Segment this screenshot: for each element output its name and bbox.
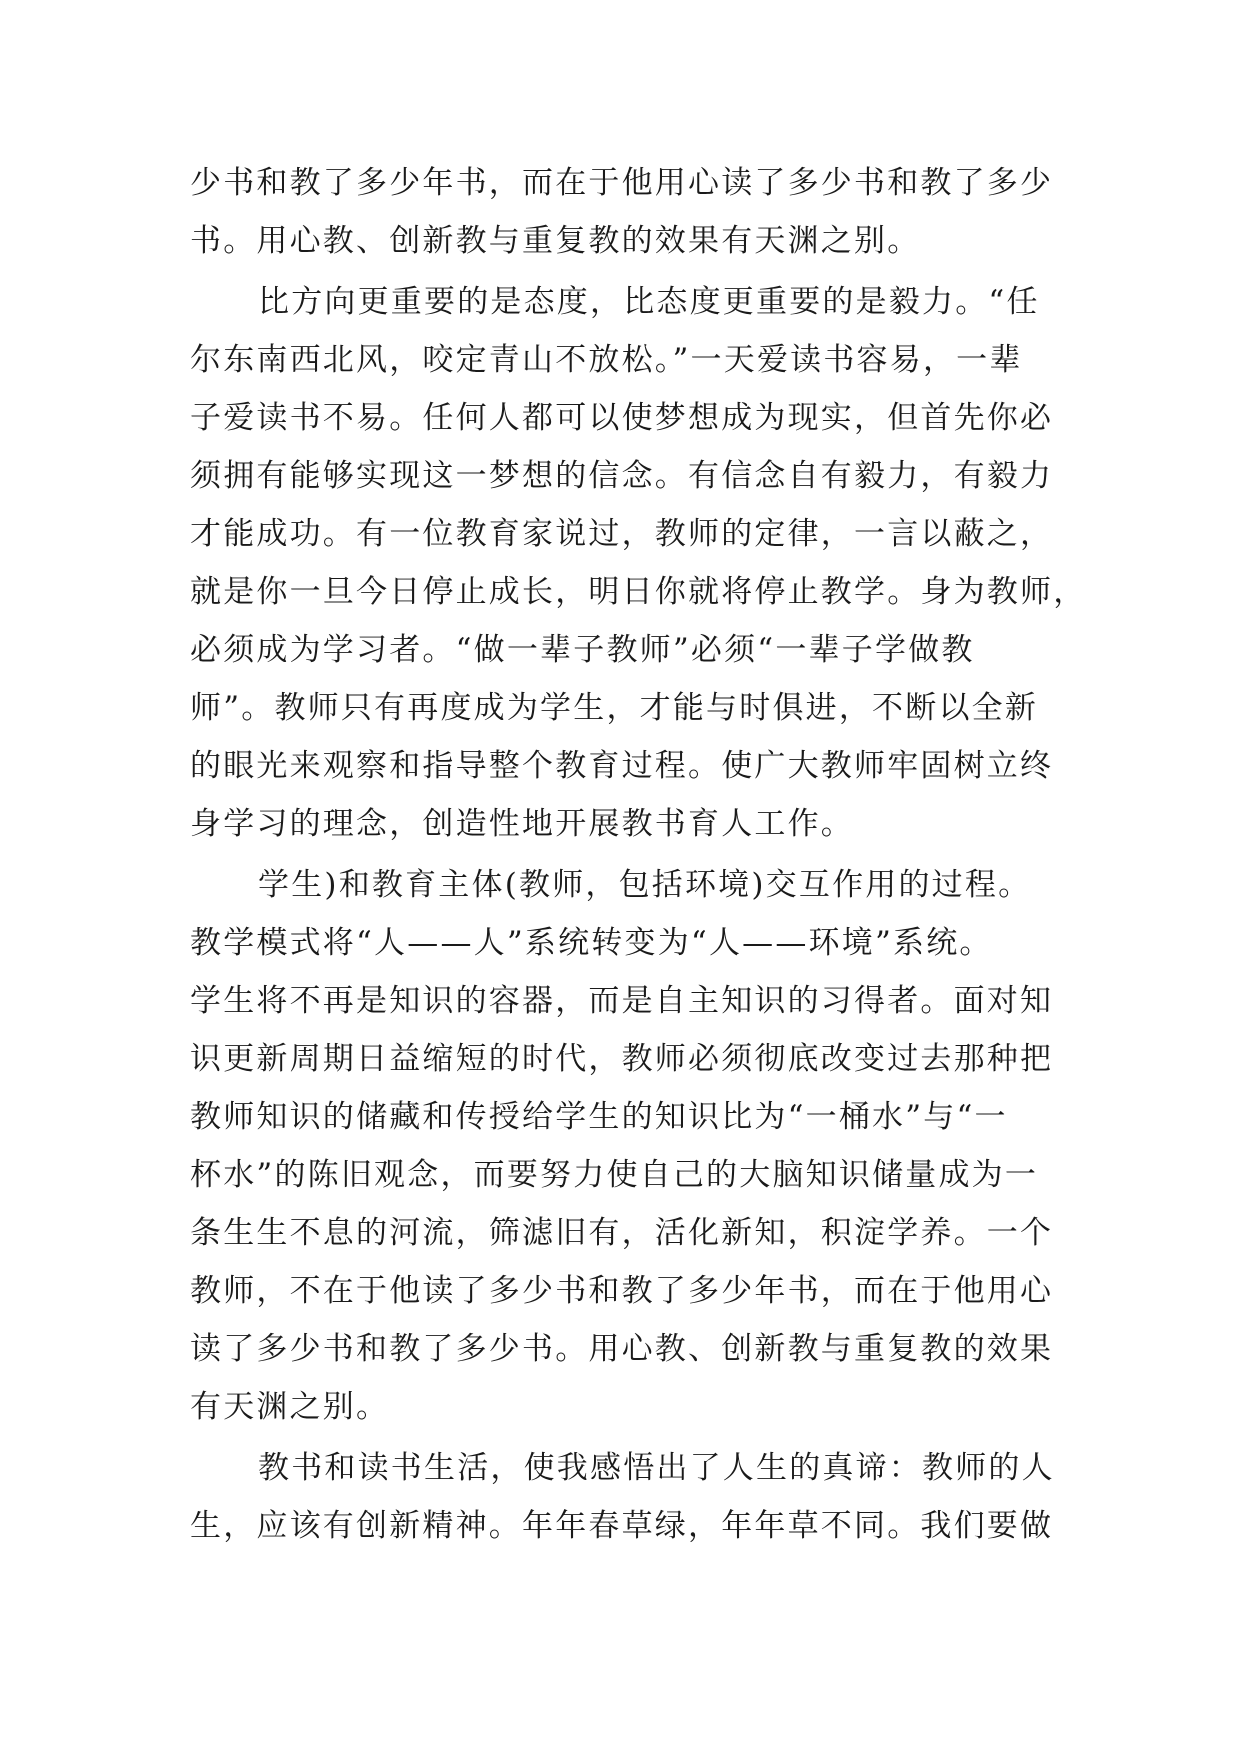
paragraph-1 bbox=[190, 154, 1070, 270]
text-line: 教书和读书生活，使我感悟出了人生的真谛：教师的人 bbox=[258, 1450, 1055, 1486]
text-line: 教学模式将“人——人”系统转变为“人——环境”系统。 bbox=[190, 925, 993, 961]
text-line: 生，应该有创新精神。年年春草绿，年年草不同。我们要做 bbox=[190, 1508, 1054, 1544]
paragraph-2 bbox=[190, 273, 1087, 853]
paragraph-4 bbox=[190, 1439, 1070, 1555]
text-line: 师”。教师只有再度成为学生，才能与时俱进，不断以全新 bbox=[190, 690, 1039, 726]
text-line: 须拥有能够实现这一梦想的信念。有信念自有毅力，有毅力 bbox=[190, 458, 1054, 494]
text-line: 杯水”的陈旧观念，而要努力使自己的大脑知识储量成为一 bbox=[190, 1157, 1039, 1193]
text-line: 才能成功。有一位教育家说过，教师的定律，一言以蔽之， bbox=[190, 516, 1054, 552]
text-line: 条生生不息的河流，筛滤旧有，活化新知，积淀学养。一个 bbox=[190, 1215, 1054, 1251]
text-line: 学生)和教育主体(教师，包括环境)交互作用的过程。 bbox=[258, 867, 1032, 903]
text-line: 有天渊之别。 bbox=[190, 1389, 390, 1425]
text-line: 少书和教了多少年书，而在于他用心读了多少书和教了多少 bbox=[190, 165, 1054, 201]
text-line: 教师，不在于他读了多少书和教了多少年书，而在于他用心 bbox=[190, 1273, 1054, 1309]
text-line: 身学习的理念，创造性地开展教书育人工作。 bbox=[190, 806, 854, 842]
text-line: 必须成为学习者。“做一辈子教师”必须“一辈子学做教 bbox=[190, 632, 975, 668]
text-line: 的眼光来观察和指导整个教育过程。使广大教师牢固树立终 bbox=[190, 748, 1054, 784]
text-line: 尔东南西北风，咬定青山不放松。”一天爱读书容易，一辈 bbox=[190, 342, 1023, 378]
text-line: 比方向更重要的是态度，比态度更重要的是毅力。“任 bbox=[258, 284, 1040, 320]
text-line: 子爱读书不易。任何人都可以使梦想成为现实，但首先你必 bbox=[190, 400, 1054, 436]
text-line: 教师知识的储藏和传授给学生的知识比为“一桶水”与“一 bbox=[190, 1099, 1008, 1135]
body-text bbox=[190, 154, 1087, 1555]
text-line: 就是你一旦今日停止成长，明日你就将停止教学。身为教师， bbox=[190, 574, 1087, 610]
text-line: 读了多少书和教了多少书。用心教、创新教与重复教的效果 bbox=[190, 1331, 1054, 1367]
text-line: 识更新周期日益缩短的时代，教师必须彻底改变过去那种把 bbox=[190, 1041, 1054, 1077]
paragraph-3 bbox=[190, 856, 1070, 1436]
text-line: 学生将不再是知识的容器，而是自主知识的习得者。面对知 bbox=[190, 983, 1054, 1019]
text-line: 书。用心教、创新教与重复教的效果有天渊之别。 bbox=[190, 223, 921, 259]
